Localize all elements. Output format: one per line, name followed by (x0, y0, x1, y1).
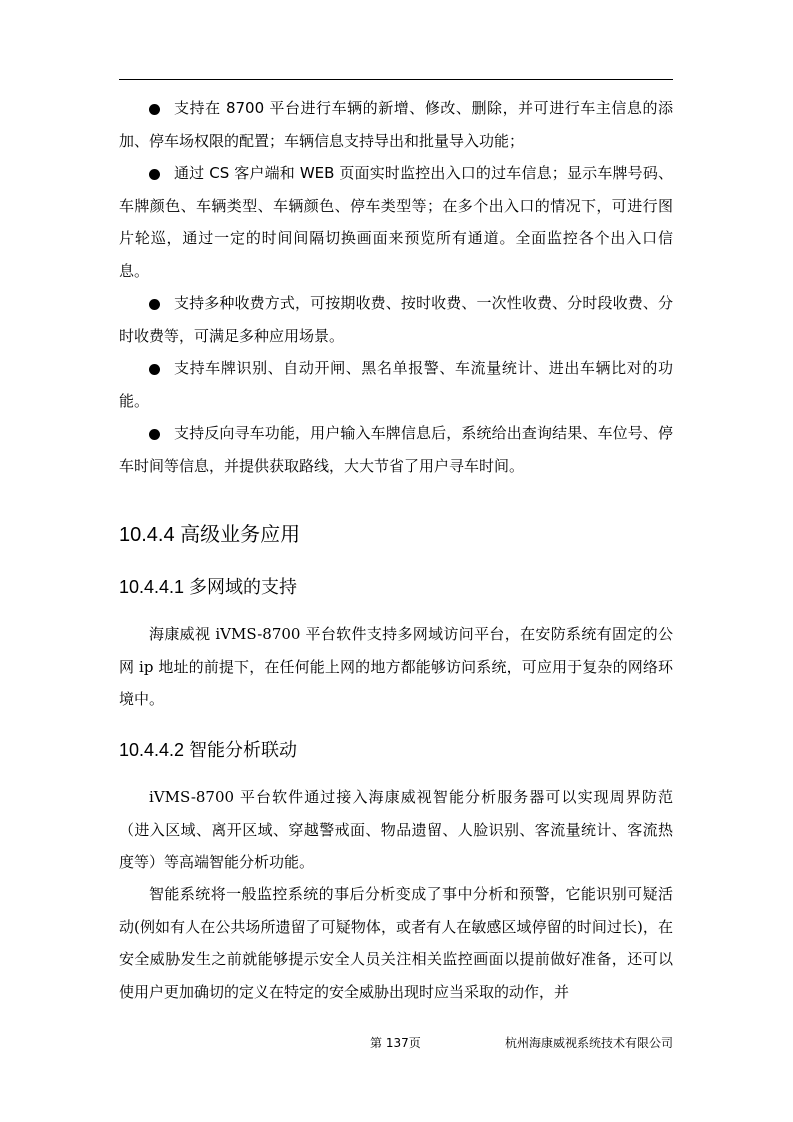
paragraph-smart-analysis-1: iVMS-8700 平台软件通过接入海康威视智能分析服务器可以实现周界防范（进入区域、离开区域、穿越警戒面、物品遗留、人脸识别、客流量统计、客流热度等）等高端智能分析功能。 (119, 788, 673, 871)
subsection-heading-smart-analysis: 10.4.4.2 智能分析联动 (119, 740, 298, 760)
paragraph-smart-analysis-2: 智能系统将一般监控系统的事后分析变成了事中分析和预警，它能识别可疑活动(例如有人在公共场所遗留了可疑物体，或者有人在敏感区域停留的时间过长)，在安全威胁发生之前就能够提示安全人员关注相关监控画面以提前做好准备，还可以使用户更加确切的定义在特定的安全威胁出现时应当采取的动作，并 (119, 885, 673, 1001)
bullet-icon (149, 429, 160, 440)
bullet-text: 支持在 8700 平台进行车辆的新增、修改、删除，并可进行车主信息的添加、停车场权限的配置；车辆信息支持导出和批量导入功能； (119, 99, 673, 150)
page-number: 第 137页 (370, 1036, 421, 1050)
footer-company: 杭州海康威视系统技术有限公司 (504, 1036, 673, 1050)
bullet-text: 支持车牌识别、自动开闸、黑名单报警、车流量统计、进出车辆比对的功能。 (119, 359, 673, 410)
section-heading: 10.4.4 高级业务应用 (119, 524, 301, 546)
bullet-icon (149, 169, 160, 180)
bullet-text: 支持多种收费方式，可按期收费、按时收费、一次性收费、分时段收费、分时收费等，可满足多种应用场景。 (119, 294, 673, 345)
bullet-icon (149, 364, 160, 375)
bullet-text: 通过 CS 客户端和 WEB 页面实时监控出入口的过车信息；显示车牌号码、车牌颜色、车辆类型、车辆颜色、停车类型等；在多个出入口的情况下，可进行图片轮巡，通过一定的时间间隔切换画面来预览所有通道。全面监控各个出入口信息。 (119, 164, 673, 280)
bullet-item (119, 287, 673, 352)
bullet-list (119, 92, 673, 482)
bullet-item (119, 92, 673, 157)
header-rule (119, 79, 673, 80)
subsection-heading-multi-domain: 10.4.4.1 多网域的支持 (119, 577, 298, 597)
bullet-icon (149, 299, 160, 310)
bullet-text: 支持反向寻车功能，用户输入车牌信息后，系统给出查询结果、车位号、停车时间等信息，并提供获取路线，大大节省了用户寻车时间。 (119, 424, 673, 475)
bullet-item (119, 157, 673, 287)
bullet-item (119, 352, 673, 417)
paragraph-multi-domain: 海康威视 iVMS-8700 平台软件支持多网域访问平台，在安防系统有固定的公网 ip 地址的前提下，在任何能上网的地方都能够访问系统，可应用于复杂的网络环境中。 (119, 625, 673, 708)
bullet-icon (149, 104, 160, 115)
page-body (119, 92, 673, 482)
bullet-item (119, 417, 673, 482)
